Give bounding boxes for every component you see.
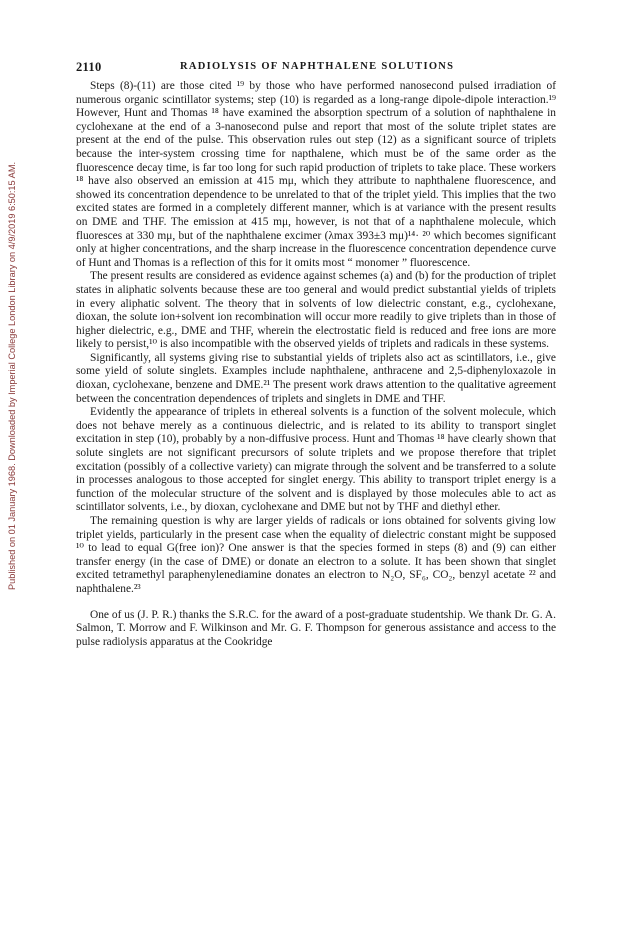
paragraph-1: Steps (8)-(11) are those cited ¹⁹ by those who have performed nanosecond pulsed irradiation of numerous organic scintillator systems; step (10) is regarded as a long-range dipole-dipole interaction.¹⁹ However, Hunt and Thomas ¹⁸ have examined the absorption spectrum of a solution of naphthalene in cyclohexane at the end of a 3-nanosecond pulse and report that most of the solute triplet states are present at the end of the pulse. This observation rules out step (12) as a significant source of triplets because the inter-system crossing time for napthalene, which must be of the same order as the fluorescence decay time, is far too long for such rapid production of triplets to take place. These workers ¹⁸ have also observed an emission at 415 mμ, which they attribute to naphthalene fluorescence, and showed its concentration dependence to be unrelated to that of the triplet yield. This implies that the two excited states are formed in a completely different manner, which is at variance with the present results on DME and THF. The emission at 415 mμ, however, is not that of a naphthalene molecule, which fluoresces at 330 mμ, but of the naphthalene excimer (λmax 393±3 mμ)¹⁴· ²⁰ which becomes significant only at higher concentrations, and the sharp increase in the fluorescence concentration dependence curve of Hunt and Thomas is a reflection of this for it omits most “ monomer ” fluorescence.: [76, 80, 556, 269]
paragraph-5: The remaining question is why are larger yields of radicals or ions obtained for solvents giving low triplet yields, particularly in the present case when the equality of dielectric constant might be supposed ¹⁰ to lead to equal G(free ion)? One answer is that the species formed in steps (8) and (9) can either transfer energy (in the case of DME) or donate an electron to a solute. It has been shown that singlet excited tetramethyl paraphenylenediamine donates an electron to N₂O, SF₆, CO₂, benzyl acetate ²² and naphthalene.²³: [76, 515, 556, 595]
page-number: 2110: [76, 60, 102, 74]
article-body: [76, 80, 556, 649]
download-watermark-text: Published on 01 January 1968. Downloaded by Imperial College London Library on 4/9/2019 6:50:15 AM.: [7, 161, 17, 590]
paragraph-4: Evidently the appearance of triplets in ethereal solvents is a function of the solvent molecule, which does not behave merely as a continuous dielectric, and is related to its ability to transport singlet excitation in step (10), probably by a non-diffusive process. Hunt and Thomas ¹⁸ have clearly shown that solute singlets are not significant precursors of solute triplets and we propose therefore that triplet excitation (possibly of a collective variety) can migrate through the solvent and be transferred to a solute in processes analogous to those accepted for singlet energy. This ability to transport triplet energy is a function of the molecular structure of the solvent and is displayed by those molecules able to act as scintillator solvents, i.e., by dioxan, cyclohexane and DME but not by THF and diethyl ether.: [76, 406, 556, 514]
paragraph-3: Significantly, all systems giving rise to substantial yields of triplets also act as scintillators, i.e., give some yield of solute singlets. Examples include naphthalene, anthracene and 2,5-diphenyloxazole in dioxan, cyclohexane, benzene and DME.²¹ The present work draws attention to the qualitative agreement between the concentration dependences of triplets and singlets in DME and THF.: [76, 351, 556, 405]
acknowledgement-paragraph: One of us (J. P. R.) thanks the S.R.C. for the award of a post-graduate studentship. We thank Dr. G. A. Salmon, T. Morrow and F. Wilkinson and Mr. G. F. Thompson for generous assistance and access to the pulse radiolysis apparatus at the Cookridge: [76, 608, 556, 648]
running-title: RADIOLYSIS OF NAPHTHALENE SOLUTIONS: [180, 61, 455, 72]
page-header: [76, 60, 556, 76]
download-watermark: [6, 132, 20, 590]
paragraph-2: The present results are considered as evidence against schemes (a) and (b) for the production of triplet states in aliphatic solvents because these are too general and would predict substantial yields of triplets in every aliphatic solvent. The theory that in solvents of low dielectric constant, e.g., cyclohexane, dioxan, the solute ion+solvent ion recombination will occur more readily to give triplets than in those of higher dielectric, e.g., DME and THF, wherein the electrostatic field is reduced and free ions are more likely to persist,¹⁰ is also incompatible with the observed yields of triplets and radicals in these systems.: [76, 270, 556, 351]
